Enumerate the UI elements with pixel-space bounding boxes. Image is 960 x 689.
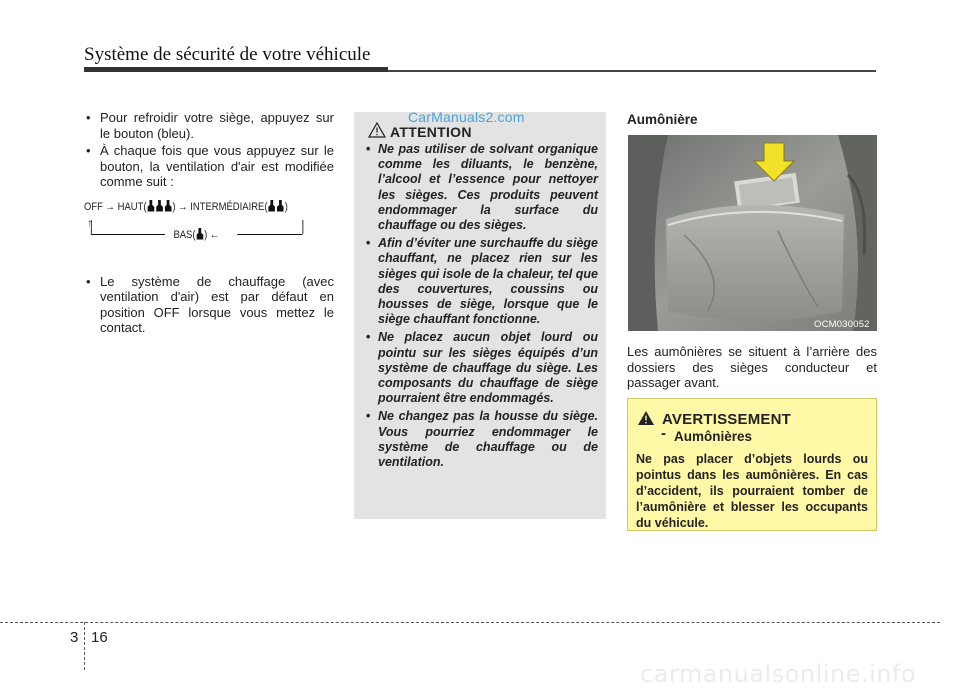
footer-rule [0, 622, 940, 623]
seat-icon [277, 200, 284, 212]
page-header-title: Système de sécurité de votre véhicule [84, 44, 371, 65]
section-title: Aumônière [627, 112, 698, 127]
footer-divider [84, 622, 85, 670]
seat-icon [147, 200, 154, 212]
up-arrow-icon: ↑ [87, 217, 92, 229]
warning-title: AVERTISSEMENT [662, 411, 792, 428]
diagram-connector [237, 234, 302, 235]
warning-triangle-icon [637, 410, 655, 426]
seatback-pocket-illustration [628, 135, 877, 331]
warning-dash: - [661, 425, 666, 442]
diagram-top-row [84, 200, 288, 216]
carmanuals-watermark: CarManuals2.com [408, 109, 525, 125]
warning-subtitle: Aumônières [674, 429, 753, 444]
ventilation-cycle-diagram [84, 200, 333, 262]
seatback-pocket-photo [628, 135, 877, 331]
diagram-connector [302, 220, 303, 234]
caution-item: • Ne changez pas la housse du siège. Vous pourriez endommager le système de chauffage ou de ventilation. [366, 409, 598, 470]
warning-text: Ne pas placer d’objets lourds ou pointus dans les aumônières. En cas d’accident, ils pourraient tomber de l’aumônière et blesser les occupants du véhicule. [636, 452, 868, 530]
caution-item: • Ne pas utiliser de solvant organique comme les diluants, le benzène, l’alcool et l’essence pour nettoyer les sièges. Ces produits peuvent endommager la surface du chauffage ou des sièges. [366, 142, 598, 233]
seat-icon [156, 200, 163, 212]
diagram-connector [91, 234, 165, 235]
seat-icon [196, 228, 203, 240]
seat-icon [268, 200, 275, 212]
diagram-paren: ) [284, 200, 288, 213]
diagram-haut-label: HAUT( [117, 200, 147, 213]
caution-list [366, 142, 598, 473]
caution-item: • Ne placez aucun objet lourd ou pointu sur les sièges équipés d’un système de chauffage du siège. Les composants du chauffage de siège pourraient être endommagés. [366, 330, 598, 406]
bullet-item: • Pour refroidir votre siège, appuyez sur le bouton (bleu). [84, 110, 334, 141]
chapter-number: 3 [70, 629, 79, 646]
caution-triangle-icon [368, 122, 386, 138]
diagram-arrow: ← [209, 228, 220, 241]
warning-box [627, 398, 877, 531]
bullet-item: • À chaque fois que vous appuyez sur le bouton, la ventilation d'air est modifiée comme suit : [84, 143, 334, 190]
diagram-arrow: → [105, 200, 116, 213]
diagram-paren: ) [172, 200, 176, 213]
caution-box [354, 112, 606, 519]
diagram-off-label: OFF [84, 200, 103, 213]
caution-item: • Afin d’éviter une surchauffe du siège chauffant, ne placez rien sur les sièges qui isole de la chaleur, tel que des couvertures, coussins ou housses de siège, lorsque que le siège chauffant fonctionne. [366, 236, 598, 327]
diagram-paren: ) [204, 228, 208, 241]
page-number: 16 [91, 629, 108, 646]
left-column [84, 110, 334, 338]
diagram-bas-label: BAS( [173, 228, 196, 241]
header-rule-thin [388, 70, 876, 72]
bullet-item: • Le système de chauffage (avec ventilation d'air) est par défaut en position OFF lorsque vous mettez le contact. [84, 274, 334, 336]
diagram-bottom-row [173, 228, 219, 244]
diagram-intermediaire-label: INTERMÉDIAIRE( [190, 200, 268, 213]
header-rule [84, 67, 388, 72]
diagram-connector [91, 220, 92, 234]
site-watermark: carmanualsonline.info [640, 660, 917, 688]
caution-title: ATTENTION [390, 124, 472, 140]
photo-code: OCM030052 [814, 319, 870, 330]
section-description: Les aumônières se situent à l’arrière des dossiers des sièges conducteur et passager avant. [627, 344, 877, 390]
seat-icon [165, 200, 172, 212]
diagram-arrow: → [178, 200, 188, 213]
